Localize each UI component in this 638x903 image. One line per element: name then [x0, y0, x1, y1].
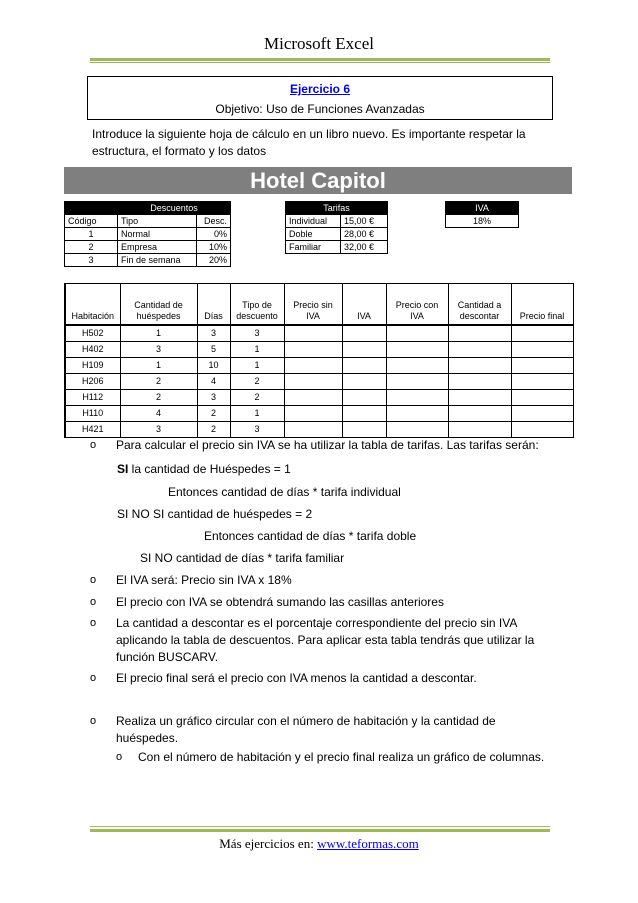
cell: 3	[120, 342, 197, 358]
bullet-icon: o	[90, 617, 97, 629]
cell	[386, 342, 448, 358]
cell	[511, 406, 573, 422]
cell: 1	[230, 358, 284, 374]
cell: H206	[65, 374, 120, 390]
iva-value: 18%	[446, 215, 519, 228]
cell	[386, 406, 448, 422]
cell	[511, 325, 573, 342]
footer-rule	[90, 829, 550, 832]
cell	[342, 374, 386, 390]
descuentos-table	[64, 201, 231, 267]
cell: 2	[230, 374, 284, 390]
footer-link[interactable]: www.teformas.com	[317, 836, 419, 851]
table-row	[286, 228, 388, 241]
footer-rule-thin	[90, 826, 550, 827]
cell	[342, 342, 386, 358]
header-rule-thin	[90, 62, 550, 63]
column-header: Cantidad a descontar	[448, 284, 511, 326]
table-row	[65, 374, 573, 390]
cell	[386, 422, 448, 438]
cell	[284, 422, 342, 438]
column-header: Precio con IVA	[386, 284, 448, 326]
cell: 1	[65, 228, 118, 241]
column-header: Habitación	[65, 284, 120, 326]
column-header: Días	[197, 284, 230, 326]
cell	[511, 422, 573, 438]
cell	[448, 374, 511, 390]
cell: H402	[65, 342, 120, 358]
cell: 3	[197, 325, 230, 342]
cell: 28,00 €	[341, 228, 388, 241]
table-row	[65, 342, 573, 358]
cell: 4	[197, 374, 230, 390]
descuentos-header: Desc.	[197, 215, 231, 228]
cell	[448, 406, 511, 422]
instruction-text: La cantidad a descontar es el porcentaje correspondiente del precio sin IVA aplicando la tabla de descuentos. Para aplicar esta tabla tendrás que utilizar la función BUSCARV.	[116, 616, 535, 664]
cell: 1	[230, 342, 284, 358]
habitaciones-table	[64, 283, 574, 438]
instruction-text: Para calcular el precio sin IVA se ha utilizar la tabla de tarifas. Las tarifas serán:	[116, 438, 539, 452]
instruction-text: El IVA será: Precio sin IVA x 18%	[116, 573, 292, 587]
cell	[386, 374, 448, 390]
cell: Empresa	[118, 241, 197, 254]
intro-text: Introduce la siguiente hoja de cálculo en un libro nuevo. Es importante respetar la estructura, el formato y los datos	[92, 127, 526, 158]
instruction-text: Realiza un gráfico circular con el número de habitación y la cantidad de huéspedes.	[116, 714, 496, 745]
table-row	[65, 325, 573, 342]
cell: 32,00 €	[341, 241, 388, 254]
column-header: Tipo de descuento	[230, 284, 284, 326]
cell: H502	[65, 325, 120, 342]
list-item	[90, 437, 560, 457]
table-row	[65, 254, 231, 267]
cell	[511, 374, 573, 390]
descuentos-title: Descuentos	[118, 202, 231, 215]
bullet-icon: o	[90, 439, 97, 451]
cell	[511, 390, 573, 406]
bullet-icon: o	[90, 596, 97, 608]
cell: 3	[230, 325, 284, 342]
exercise-title: Ejercicio 6	[289, 82, 351, 96]
rule-sino-2: SI NO cantidad de días * tarifa familiar	[140, 551, 345, 565]
list-item	[90, 615, 560, 669]
table-row	[65, 406, 573, 422]
rule-then-2: Entonces cantidad de días * tarifa doble	[204, 529, 417, 543]
column-header: IVA	[342, 284, 386, 326]
cell	[342, 325, 386, 342]
footer-prefix: Más ejercicios en:	[219, 836, 318, 851]
cell	[342, 406, 386, 422]
exercise-box	[87, 76, 553, 120]
cell	[342, 422, 386, 438]
cell: 1	[120, 358, 197, 374]
cell: 2	[120, 374, 197, 390]
cell: H109	[65, 358, 120, 374]
table-row	[65, 422, 573, 438]
header-rule	[90, 58, 550, 61]
column-header: Precio final	[511, 284, 573, 326]
cell: 20%	[197, 254, 231, 267]
list-item	[90, 713, 560, 749]
si-condition: la cantidad de Huéspedes = 1	[128, 462, 291, 476]
cell	[448, 342, 511, 358]
cell	[284, 342, 342, 358]
cell: 3	[65, 254, 118, 267]
cell: 0%	[197, 228, 231, 241]
iva-table	[445, 201, 519, 228]
instruction-text: Con el número de habitación y el precio final realiza un gráfico de columnas.	[138, 750, 545, 764]
cell	[448, 390, 511, 406]
cell	[342, 358, 386, 374]
table-row	[286, 241, 388, 254]
cell: 2	[65, 241, 118, 254]
descuentos-header: Tipo	[118, 215, 197, 228]
table-row	[65, 228, 231, 241]
cell: 5	[197, 342, 230, 358]
cell	[284, 406, 342, 422]
tarifas-title: Tarifas	[286, 202, 388, 215]
list-item	[90, 670, 560, 690]
iva-title: IVA	[446, 202, 519, 215]
cell: 2	[230, 390, 284, 406]
cell: 2	[197, 422, 230, 438]
cell: 1	[120, 325, 197, 342]
table-row	[65, 358, 573, 374]
cell	[448, 325, 511, 342]
hotel-banner: Hotel Capitol	[64, 167, 572, 194]
cell	[284, 374, 342, 390]
rule-then-1: Entonces cantidad de días * tarifa individual	[168, 485, 401, 499]
column-header: Cantidad de huéspedes	[120, 284, 197, 326]
cell	[386, 358, 448, 374]
instruction-text: El precio final será el precio con IVA menos la cantidad a descontar.	[116, 671, 477, 685]
table-row	[65, 390, 573, 406]
cell: Individual	[286, 215, 341, 228]
rule-sino-1: SI NO SI cantidad de huéspedes = 2	[117, 507, 313, 521]
cell: 3	[197, 390, 230, 406]
cell	[448, 422, 511, 438]
column-header: Precio sin IVA	[284, 284, 342, 326]
cell	[284, 325, 342, 342]
cell: 1	[230, 406, 284, 422]
cell: H110	[65, 406, 120, 422]
descuentos-header: Código	[65, 215, 118, 228]
cell	[284, 358, 342, 374]
cell: Familiar	[286, 241, 341, 254]
cell: Doble	[286, 228, 341, 241]
cell	[284, 390, 342, 406]
bullet-icon: o	[90, 715, 97, 727]
exercise-objective: Objetivo: Uso de Funciones Avanzadas	[215, 102, 425, 116]
bullet-icon: o	[90, 574, 97, 586]
cell	[386, 325, 448, 342]
cell: 3	[120, 422, 197, 438]
page-footer	[0, 836, 638, 852]
list-item	[90, 572, 560, 592]
cell: 3	[230, 422, 284, 438]
cell: 15,00 €	[341, 215, 388, 228]
cell	[511, 358, 573, 374]
list-item	[90, 594, 560, 614]
cell: Normal	[118, 228, 197, 241]
cell: 10	[197, 358, 230, 374]
cell	[386, 390, 448, 406]
cell	[342, 390, 386, 406]
cell: 2	[197, 406, 230, 422]
cell	[511, 342, 573, 358]
instruction-text: El precio con IVA se obtendrá sumando las casillas anteriores	[116, 595, 444, 609]
tarifas-table	[285, 201, 388, 254]
cell: H421	[65, 422, 120, 438]
cell: 10%	[197, 241, 231, 254]
si-keyword: SI	[117, 462, 129, 476]
bullet-icon: o	[116, 751, 123, 763]
list-item	[116, 749, 586, 769]
table-row	[286, 215, 388, 228]
rule-si	[117, 461, 587, 478]
bullet-icon: o	[90, 672, 97, 684]
page-header-title: Microsoft Excel	[264, 34, 374, 53]
cell: 4	[120, 406, 197, 422]
table-row	[65, 241, 231, 254]
cell: H112	[65, 390, 120, 406]
cell: Fin de semana	[118, 254, 197, 267]
cell: 2	[120, 390, 197, 406]
cell	[448, 358, 511, 374]
